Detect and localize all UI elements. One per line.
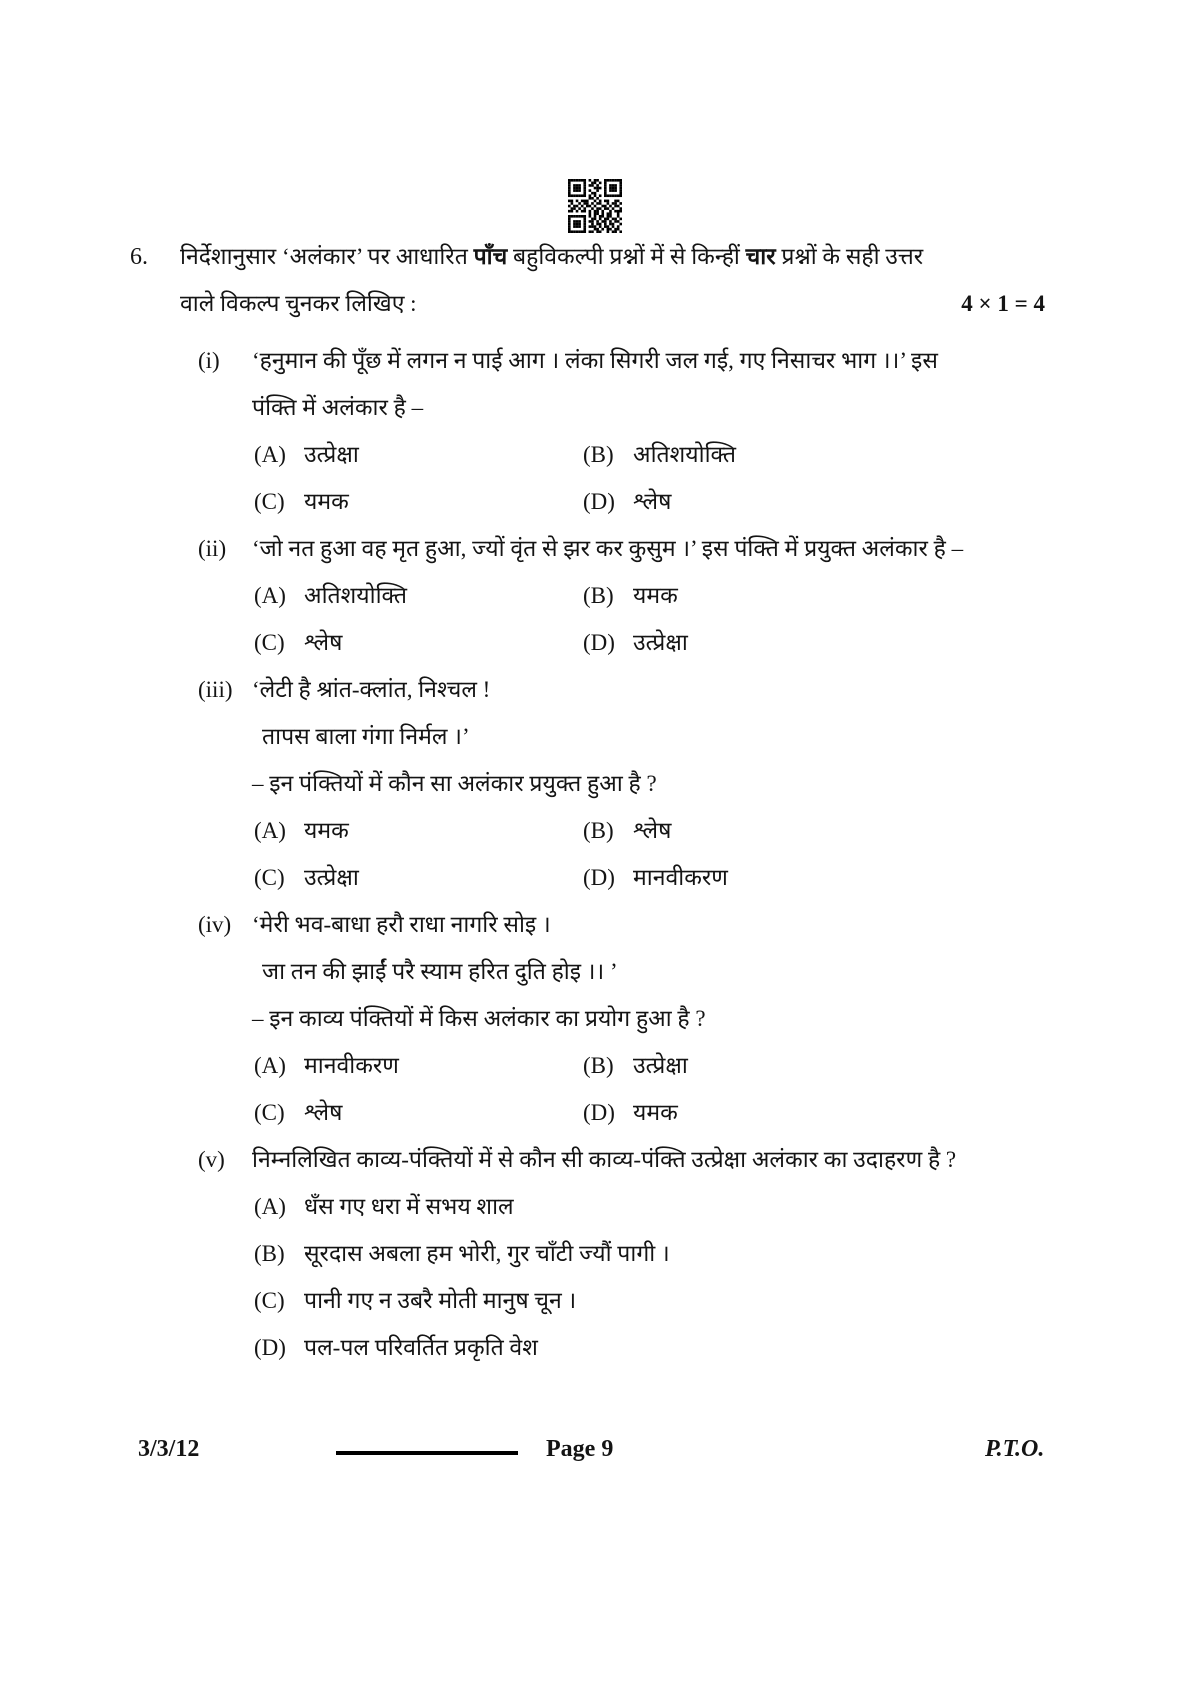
option-row bbox=[254, 1237, 1045, 1271]
option-letter: (D) bbox=[583, 489, 615, 514]
question-6-header bbox=[130, 240, 1045, 334]
option-text: श्लेष bbox=[304, 630, 343, 655]
option-text: श्लेष bbox=[633, 818, 672, 843]
qr-code-image bbox=[568, 179, 622, 233]
option-row bbox=[254, 1096, 1045, 1130]
subq-iii-line-1 bbox=[198, 673, 1045, 707]
subq-i-text-1: ‘हनुमान की पूँछ में लगन न पाई आग । लंका सिगरी जल गई, गए निसाचर भाग ।।’ इस bbox=[252, 348, 938, 373]
subq-ii-options bbox=[254, 579, 1045, 660]
option-row bbox=[254, 1331, 1045, 1365]
sub-question-i bbox=[198, 344, 1045, 519]
subq-iv-line-1 bbox=[198, 908, 1045, 942]
subq-iv-line-3: – इन काव्य पंक्तियों में किस अलंकार का प्रयोग हुआ है ? bbox=[252, 1006, 706, 1031]
subq-iii-line-3: – इन पंक्तियों में कौन सा अलंकार प्रयुक्त हुआ है ? bbox=[252, 771, 657, 796]
subq-v-options bbox=[254, 1190, 1045, 1365]
option-row bbox=[254, 1284, 1045, 1318]
subq-ii-label: (ii) bbox=[198, 536, 227, 561]
option-letter: (D) bbox=[583, 630, 615, 655]
option-iv-b bbox=[583, 1049, 688, 1083]
option-text: यमक bbox=[633, 583, 678, 608]
option-i-b bbox=[583, 438, 736, 472]
intro-bold-paanch: पाँच bbox=[473, 244, 508, 269]
option-row bbox=[254, 626, 1045, 660]
option-text: धँस गए धरा में सभय शाल bbox=[304, 1194, 514, 1219]
option-text: अतिशयोक्ति bbox=[304, 583, 407, 608]
subq-iv-label: (iv) bbox=[198, 912, 232, 937]
option-letter: (B) bbox=[583, 1053, 614, 1078]
option-letter: (B) bbox=[583, 583, 614, 608]
subq-ii-text-1: ‘जो नत हुआ वह मृत हुआ, ज्यों वृंत से झर कर कुसुम ।’ इस पंक्ति में प्रयुक्त अलंकार है – bbox=[252, 536, 964, 561]
option-ii-b bbox=[583, 579, 678, 613]
sub-question-iv bbox=[198, 908, 1045, 1130]
subq-iii-label: (iii) bbox=[198, 677, 233, 702]
option-letter: (C) bbox=[254, 1100, 285, 1125]
option-text: पानी गए न उबरै मोती मानुष चून । bbox=[304, 1288, 577, 1313]
option-text: अतिशयोक्ति bbox=[633, 442, 736, 467]
option-text: श्लेष bbox=[304, 1100, 343, 1125]
option-ii-c bbox=[254, 626, 583, 660]
option-v-b bbox=[254, 1237, 670, 1271]
intro-line-1 bbox=[180, 240, 1045, 274]
option-row bbox=[254, 579, 1045, 613]
sub-question-iii bbox=[198, 673, 1045, 895]
option-text: उत्प्रेक्षा bbox=[633, 630, 688, 655]
intro-line-2 bbox=[180, 287, 1045, 321]
option-letter: (A) bbox=[254, 442, 286, 467]
pto-label: P.T.O. bbox=[985, 1436, 1045, 1462]
intro-mid: बहुविकल्पी प्रश्नों में से किन्हीं bbox=[512, 244, 740, 269]
question-number: 6. bbox=[130, 244, 148, 270]
subq-iii-text-1: ‘लेटी है श्रांत-क्लांत, निश्चल ! bbox=[252, 677, 491, 702]
option-letter: (A) bbox=[254, 1194, 286, 1219]
option-letter: (C) bbox=[254, 630, 285, 655]
option-letter: (D) bbox=[583, 865, 615, 890]
intro-pre: निर्देशानुसार ‘अलंकार’ पर आधारित bbox=[180, 244, 468, 269]
option-row bbox=[254, 1049, 1045, 1083]
option-letter: (A) bbox=[254, 583, 286, 608]
intro-post: प्रश्नों के सही उत्तर bbox=[781, 244, 924, 269]
subq-i-label: (i) bbox=[198, 348, 220, 373]
question-intro bbox=[180, 240, 1045, 334]
option-text: यमक bbox=[304, 818, 349, 843]
subq-v-line-1 bbox=[198, 1143, 1045, 1177]
option-i-d bbox=[583, 485, 671, 519]
subq-iii-options bbox=[254, 814, 1045, 895]
option-text: उत्प्रेक्षा bbox=[633, 1053, 688, 1078]
option-row bbox=[254, 1190, 1045, 1224]
intro-bold-chaar: चार bbox=[745, 244, 776, 269]
page-footer bbox=[0, 1436, 1190, 1480]
option-text: उत्प्रेक्षा bbox=[304, 442, 359, 467]
option-letter: (A) bbox=[254, 818, 286, 843]
subq-v-text-1: निम्नलिखित काव्य-पंक्तियों में से कौन सी काव्य-पंक्ति उत्प्रेक्षा अलंकार का उदाहरण है ? bbox=[252, 1147, 957, 1172]
option-iii-d bbox=[583, 861, 728, 895]
subq-i-line-1 bbox=[198, 344, 1045, 378]
option-row bbox=[254, 485, 1045, 519]
subq-iii-line-2: तापस बाला गंगा निर्मल ।’ bbox=[262, 724, 470, 749]
option-row bbox=[254, 438, 1045, 472]
subq-iv-text-1: ‘मेरी भव-बाधा हरौ राधा नागरि सोइ । bbox=[252, 912, 551, 937]
intro-line2-text: वाले विकल्प चुनकर लिखिए : bbox=[180, 291, 417, 316]
option-ii-a bbox=[254, 579, 583, 613]
option-text: सूरदास अबला हम भोरी, गुर चाँटी ज्यौं पागी । bbox=[304, 1241, 670, 1266]
sub-question-ii bbox=[198, 532, 1045, 660]
option-text: मानवीकरण bbox=[304, 1053, 399, 1078]
option-text: मानवीकरण bbox=[633, 865, 728, 890]
option-ii-d bbox=[583, 626, 688, 660]
option-row bbox=[254, 861, 1045, 895]
option-letter: (A) bbox=[254, 1053, 286, 1078]
option-text: उत्प्रेक्षा bbox=[304, 865, 359, 890]
footer-divider-line bbox=[336, 1451, 518, 1455]
option-letter: (B) bbox=[583, 442, 614, 467]
option-row bbox=[254, 814, 1045, 848]
subq-iv-line-2: जा तन की झाईं परै स्याम हरित दुति होइ ।। ’ bbox=[262, 959, 618, 984]
option-iv-c bbox=[254, 1096, 583, 1130]
option-text: यमक bbox=[304, 489, 349, 514]
option-i-a bbox=[254, 438, 583, 472]
option-iii-b bbox=[583, 814, 671, 848]
option-text: श्लेष bbox=[633, 489, 672, 514]
question-6-block bbox=[130, 240, 1045, 1378]
option-text: यमक bbox=[633, 1100, 678, 1125]
marks-scheme: 4 × 1 = 4 bbox=[961, 291, 1045, 316]
option-letter: (B) bbox=[583, 818, 614, 843]
option-iv-d bbox=[583, 1096, 678, 1130]
option-text: पल-पल परिवर्तित प्रकृति वेश bbox=[304, 1335, 538, 1360]
option-letter: (C) bbox=[254, 1288, 285, 1313]
sub-question-v bbox=[198, 1143, 1045, 1365]
subq-ii-line-1 bbox=[198, 532, 1045, 566]
option-iii-c bbox=[254, 861, 583, 895]
option-iii-a bbox=[254, 814, 583, 848]
option-letter: (C) bbox=[254, 865, 285, 890]
option-v-d bbox=[254, 1331, 538, 1365]
option-v-a bbox=[254, 1190, 514, 1224]
page-number: Page 9 bbox=[546, 1436, 614, 1462]
paper-code: 3/3/12 bbox=[138, 1436, 200, 1462]
option-v-c bbox=[254, 1284, 576, 1318]
option-letter: (D) bbox=[254, 1335, 286, 1360]
subq-i-options bbox=[254, 438, 1045, 519]
option-letter: (D) bbox=[583, 1100, 615, 1125]
subq-iv-options bbox=[254, 1049, 1045, 1130]
option-iv-a bbox=[254, 1049, 583, 1083]
subq-v-label: (v) bbox=[198, 1147, 225, 1172]
subq-i-line-2: पंक्ति में अलंकार है – bbox=[252, 395, 424, 420]
option-letter: (C) bbox=[254, 489, 285, 514]
option-letter: (B) bbox=[254, 1241, 285, 1266]
option-i-c bbox=[254, 485, 583, 519]
